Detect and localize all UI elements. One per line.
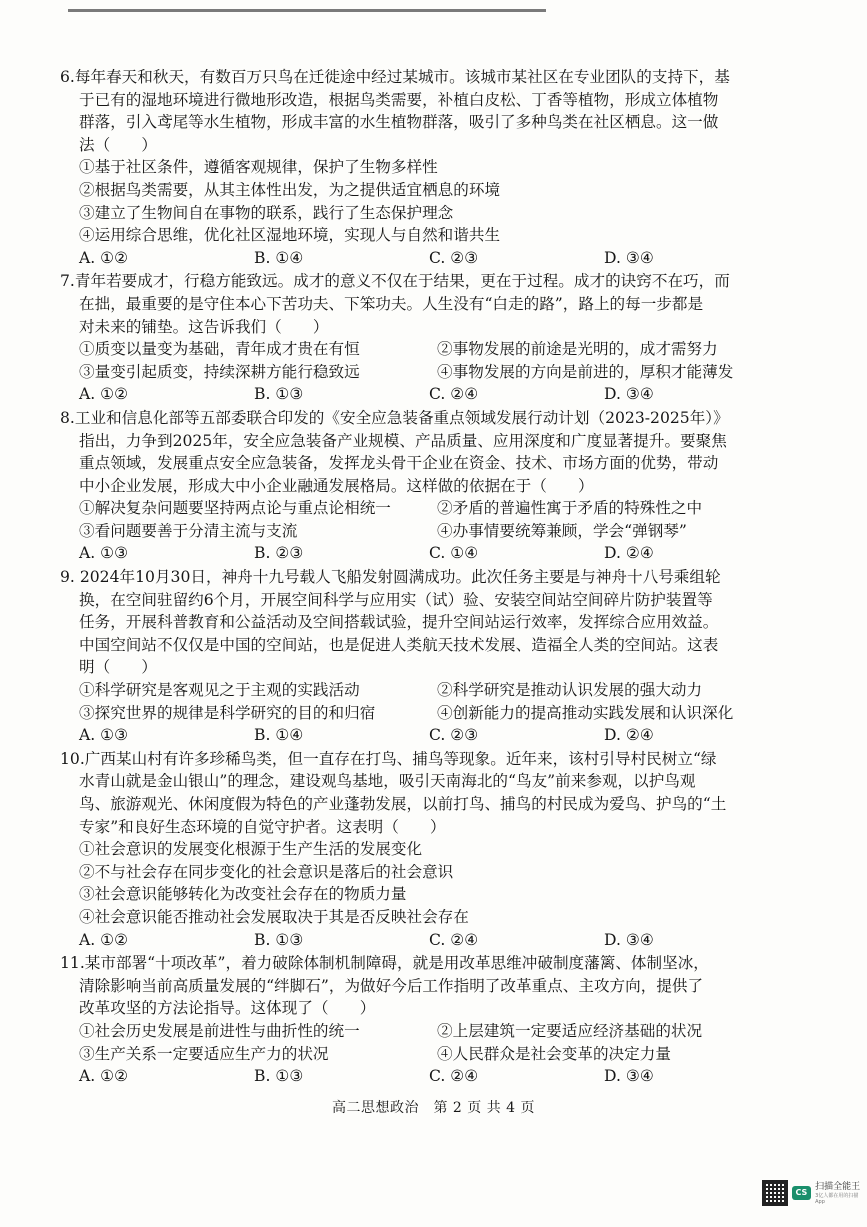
question-stem-line: 水青山就是金山银山”的理念，建设观鸟基地，吸引天南海北的“鸟友”前来参观，以护鸟观 bbox=[79, 772, 696, 791]
option-row bbox=[60, 361, 850, 384]
statement-option: ④事物发展的方向是前进的，厚积才能薄发 bbox=[437, 362, 734, 381]
question-stem-line: 法（ ） bbox=[79, 135, 157, 154]
statement-option: ②根据鸟类需要，从其主体性出发，为之提供适宜栖息的环境 bbox=[79, 180, 501, 199]
answer-choice[interactable]: D. ②④ bbox=[604, 544, 654, 563]
question-stem-line: 10.广西某山村有许多珍稀鸟类，但一直存在打鸟、捕鸟等现象。近年来，该村引导村民树立“绿 bbox=[60, 749, 717, 768]
question-stem-line: 换，在空间驻留约6个月，开展空间科学与应用实（试）验、安装空间站空间碎片防护装置等 bbox=[79, 590, 713, 609]
answer-choice[interactable]: A. ①③ bbox=[79, 726, 129, 745]
exam-page bbox=[60, 66, 850, 1089]
question-stem-line: 8.工业和信息化部等五部委联合印发的《安全应急装备重点领域发展行动计划（2023-2025年）》 bbox=[60, 408, 729, 427]
camscanner-logo: CS bbox=[792, 1186, 812, 1200]
question-stem-line: 中小企业发展，形成大中小企业融通发展格局。这样做的依据在于（ ） bbox=[79, 476, 594, 495]
answer-choice[interactable]: B. ①④ bbox=[254, 248, 304, 267]
answer-choice[interactable]: D. ③④ bbox=[604, 1067, 654, 1086]
question-stem-line: 改革攻坚的方法论指导。这体现了（ ） bbox=[79, 999, 376, 1018]
question-stem-line: 专家”和良好生态环境的自觉守护者。这表明（ ） bbox=[79, 817, 446, 836]
statement-option: ③看问题要善于分清主流与支流 bbox=[79, 521, 298, 540]
statement-option: ③探究世界的规律是科学研究的目的和归宿 bbox=[79, 703, 376, 722]
answer-choices bbox=[60, 247, 850, 270]
statement-option: ③生产关系一定要适应生产力的状况 bbox=[79, 1044, 329, 1063]
question-stem-line: 在拙，最重要的是守住本心下苦功夫、下笨功夫。人生没有“白走的路”，路上的每一步都是 bbox=[79, 294, 704, 313]
option-row bbox=[60, 679, 850, 702]
question-stem-line: 中国空间站不仅仅是中国的空间站，也是促进人类航天技术发展、造福全人类的空间站。这表 bbox=[79, 635, 719, 654]
question-stem-line: 对未来的铺垫。这告诉我们（ ） bbox=[79, 317, 329, 336]
scanner-badge bbox=[762, 1180, 867, 1206]
statement-option: ③社会意识能够转化为改变社会存在的物质力量 bbox=[79, 885, 407, 904]
answer-choice[interactable]: A. ①② bbox=[79, 248, 129, 267]
question bbox=[60, 566, 850, 747]
question-stem-line: 重点领域，发展重点安全应急装备，发挥龙头骨干企业在资金、技术、市场方面的优势，带动 bbox=[79, 454, 719, 473]
answer-choice[interactable]: B. ①④ bbox=[254, 726, 304, 745]
question-stem-line: 鸟、旅游观光、休闲度假为特色的产业蓬勃发展，以前打鸟、捕鸟的村民成为爱鸟、护鸟的“土 bbox=[79, 795, 727, 813]
statement-option: ④人民群众是社会变革的决定力量 bbox=[437, 1044, 671, 1063]
answer-choice[interactable]: C. ①④ bbox=[429, 544, 479, 563]
question bbox=[60, 407, 850, 565]
answer-choice[interactable]: A. ①③ bbox=[79, 544, 129, 563]
question-stem-line: 指出，力争到2025年，安全应急装备产业规模、产品质量、应用深度和广度显著提升。要聚焦 bbox=[79, 431, 727, 450]
statement-option: ④办事情要统筹兼顾，学会“弹钢琴” bbox=[437, 521, 687, 540]
statement-option: ③建立了生物间自在事物的联系，践行了生态保护理念 bbox=[79, 203, 454, 222]
question-stem-line: 群落，引入鸢尾等水生植物，形成丰富的水生植物群落，吸引了多种鸟类在社区栖息。这一做 bbox=[79, 113, 719, 132]
answer-choice[interactable]: C. ②④ bbox=[429, 1067, 479, 1086]
answer-choices bbox=[60, 929, 850, 952]
question-stem-line: 明（ ） bbox=[79, 658, 157, 677]
answer-choice[interactable]: D. ③④ bbox=[604, 248, 654, 267]
answer-choices bbox=[60, 1065, 850, 1088]
option-row bbox=[60, 497, 850, 520]
statement-option: ②科学研究是推动认识发展的强大动力 bbox=[437, 681, 703, 700]
answer-choice[interactable]: A. ①② bbox=[79, 930, 129, 949]
option-row bbox=[60, 520, 850, 543]
answer-choice[interactable]: D. ③④ bbox=[604, 930, 654, 949]
option-row bbox=[60, 702, 850, 725]
statement-option: ④创新能力的提高推动实践发展和认识深化 bbox=[437, 703, 734, 722]
top-rule bbox=[68, 9, 546, 12]
answer-choice[interactable]: D. ②④ bbox=[604, 726, 654, 745]
scanner-subtitle: 3亿人都在用的扫描App bbox=[815, 1192, 859, 1205]
page-footer: 高二思想政治 第 2 页 共 4 页 bbox=[331, 1100, 536, 1116]
statement-option: ②矛盾的普遍性寓于矛盾的特殊性之中 bbox=[437, 499, 703, 518]
option-row bbox=[60, 1020, 850, 1043]
question bbox=[60, 66, 850, 269]
question bbox=[60, 952, 850, 1088]
statement-option: ①基于社区条件，遵循客观规律，保护了生物多样性 bbox=[79, 158, 438, 177]
question-stem-line: 9. 2024年10月30日，神舟十九号载人飞船发射圆满成功。此次任务主要是与神舟十八号乘组轮 bbox=[60, 568, 721, 587]
answer-choice[interactable]: B. ①③ bbox=[254, 385, 304, 404]
statement-option: ①社会历史发展是前进性与曲折性的统一 bbox=[79, 1021, 360, 1040]
option-row bbox=[60, 1043, 850, 1066]
statement-option: ①解决复杂问题要坚持两点论与重点论相统一 bbox=[79, 499, 391, 518]
question bbox=[60, 270, 850, 406]
statement-option: ②不与社会存在同步变化的社会意识是落后的社会意识 bbox=[79, 862, 454, 881]
answer-choice[interactable]: B. ②③ bbox=[254, 544, 304, 563]
question-stem-line: 任务，开展科普教育和公益活动及空间搭载试验，提升空间站运行效率，发挥综合应用效益。 bbox=[79, 613, 719, 632]
question-stem-line: 11.某市部署“十项改革”，着力破除体制机制障碍，就是用改革思维冲破制度藩篱、体制坚冰， bbox=[60, 954, 709, 973]
answer-choice[interactable]: C. ②④ bbox=[429, 930, 479, 949]
answer-choice[interactable]: B. ①③ bbox=[254, 1067, 304, 1086]
scanner-title: 扫描全能王 bbox=[815, 1181, 861, 1192]
answer-choice[interactable]: C. ②③ bbox=[429, 248, 479, 267]
question-stem-line: 于已有的湿地环境进行微地形改造，根据鸟类需要，补植白皮松、丁香等植物，形成立体植物 bbox=[79, 90, 719, 109]
question-stem-line: 7.青年若要成才，行稳方能致远。成才的意义不仅在于结果，更在于过程。成才的诀窍不在巧，而 bbox=[60, 272, 730, 291]
statement-option: ②事物发展的前途是光明的，成才需努力 bbox=[437, 340, 718, 359]
statement-option: ①质变以量变为基础，青年成才贵在有恒 bbox=[79, 340, 360, 359]
answer-choice[interactable]: A. ①② bbox=[79, 385, 129, 404]
answer-choices bbox=[60, 542, 850, 565]
answer-choice[interactable]: C. ②③ bbox=[429, 726, 479, 745]
statement-option: ②上层建筑一定要适应经济基础的状况 bbox=[437, 1021, 703, 1040]
statement-option: ④运用综合思维，优化社区湿地环境，实现人与自然和谐共生 bbox=[79, 226, 501, 245]
qr-code-icon bbox=[762, 1180, 788, 1206]
answer-choice[interactable]: A. ①② bbox=[79, 1067, 129, 1086]
answer-choices bbox=[60, 724, 850, 747]
answer-choice[interactable]: D. ③④ bbox=[604, 385, 654, 404]
statement-option: ④社会意识能否推动社会发展取决于其是否反映社会存在 bbox=[79, 907, 469, 926]
statement-option: ①科学研究是客观见之于主观的实践活动 bbox=[79, 681, 360, 700]
answer-choice[interactable]: B. ①③ bbox=[254, 930, 304, 949]
statement-option: ③量变引起质变，持续深耕方能行稳致远 bbox=[79, 362, 360, 381]
question-stem-line: 6.每年春天和秋天，有数百万只鸟在迁徙途中经过某城市。该城市某社区在专业团队的支持下，基 bbox=[60, 68, 730, 86]
question bbox=[60, 748, 850, 951]
statement-option: ①社会意识的发展变化根源于生产生活的发展变化 bbox=[79, 840, 423, 859]
option-row bbox=[60, 338, 850, 361]
question-stem-line: 清除影响当前高质量发展的“绊脚石”，为做好今后工作指明了改革重点、主攻方向，提供了 bbox=[79, 976, 704, 995]
answer-choices bbox=[60, 383, 850, 406]
answer-choice[interactable]: C. ②④ bbox=[429, 385, 479, 404]
